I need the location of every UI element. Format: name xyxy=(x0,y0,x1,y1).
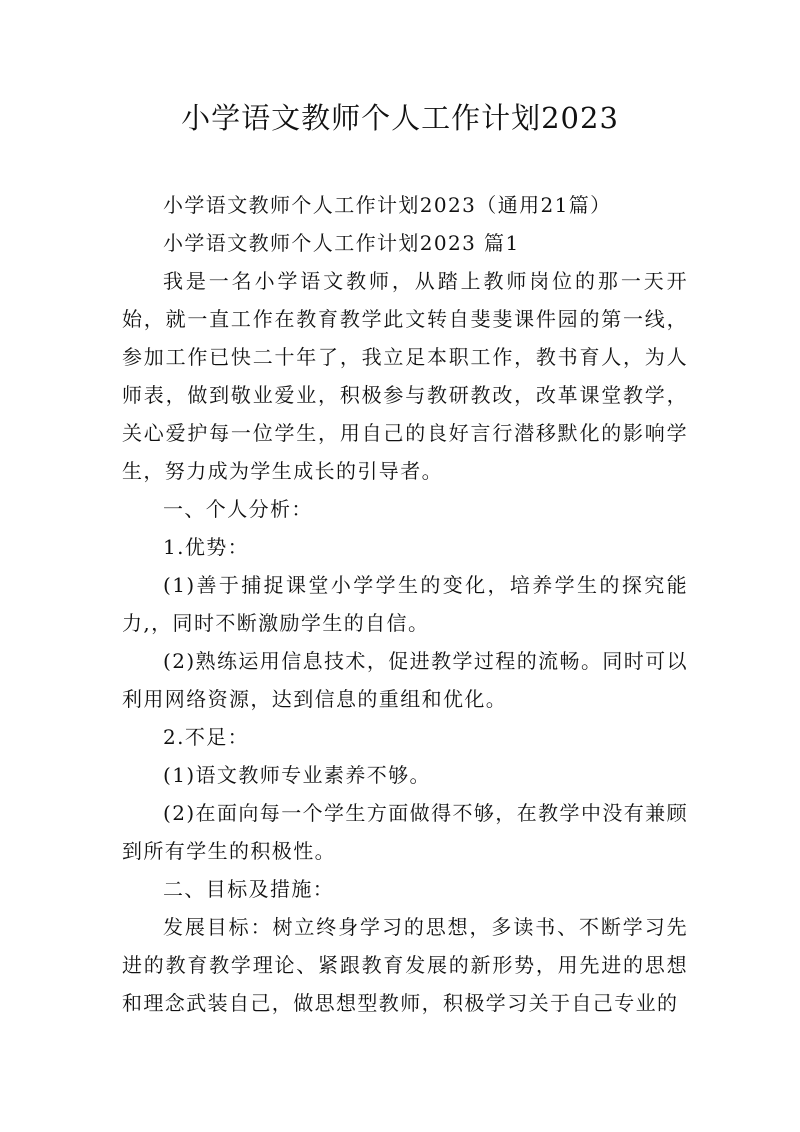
subtitle-paragraph: 小学语文教师个人工作计划2023（通用21篇） xyxy=(163,193,612,217)
intro-paragraph: 我是一名小学语文教师，从踏上教师岗位的那一天开始，就一直工作在教育教学此文转自斐斐课件园的第一线，参加工作已快二十年了，我立足本职工作，教书育人，为人师表，做到敬业爱业，积极参与教研教改，改革课堂教学，关心爱护每一位学生，用自己的良好言行潜移默化的影响学生，努力成为学生成长的引导者。 xyxy=(122,269,688,483)
document-body xyxy=(122,186,688,1022)
weakness-item-2: (2)在面向每一个学生方面做得不够，在教学中没有兼顾到所有学生的积极性。 xyxy=(122,801,688,863)
subheading-weaknesses: 2.不足： xyxy=(163,725,250,749)
section-heading-analysis: 一、个人分析： xyxy=(163,497,313,521)
strength-item-1: (1)善于捕捉课堂小学学生的变化，培养学生的探究能力,，同时不断激励学生的自信。 xyxy=(122,573,688,635)
goals-paragraph: 发展目标：树立终身学习的思想，多读书、不断学习先进的教育教学理论、紧跟教育发展的新形势，用先进的思想和理念武装自己，做思想型教师，积极学习关于自己专业的 xyxy=(122,915,688,1015)
document-title: 小学语文教师个人工作计划2023 xyxy=(181,101,619,135)
subheading-strengths: 1.优势： xyxy=(163,535,250,559)
article-heading: 小学语文教师个人工作计划2023 篇1 xyxy=(163,231,520,255)
section-heading-goals: 二、目标及措施： xyxy=(163,877,335,901)
weakness-item-1: (1)语文教师专业素养不够。 xyxy=(163,763,431,787)
strength-item-2: (2)熟练运用信息技术，促进教学过程的流畅。同时可以利用网络资源，达到信息的重组和优化。 xyxy=(122,649,688,711)
